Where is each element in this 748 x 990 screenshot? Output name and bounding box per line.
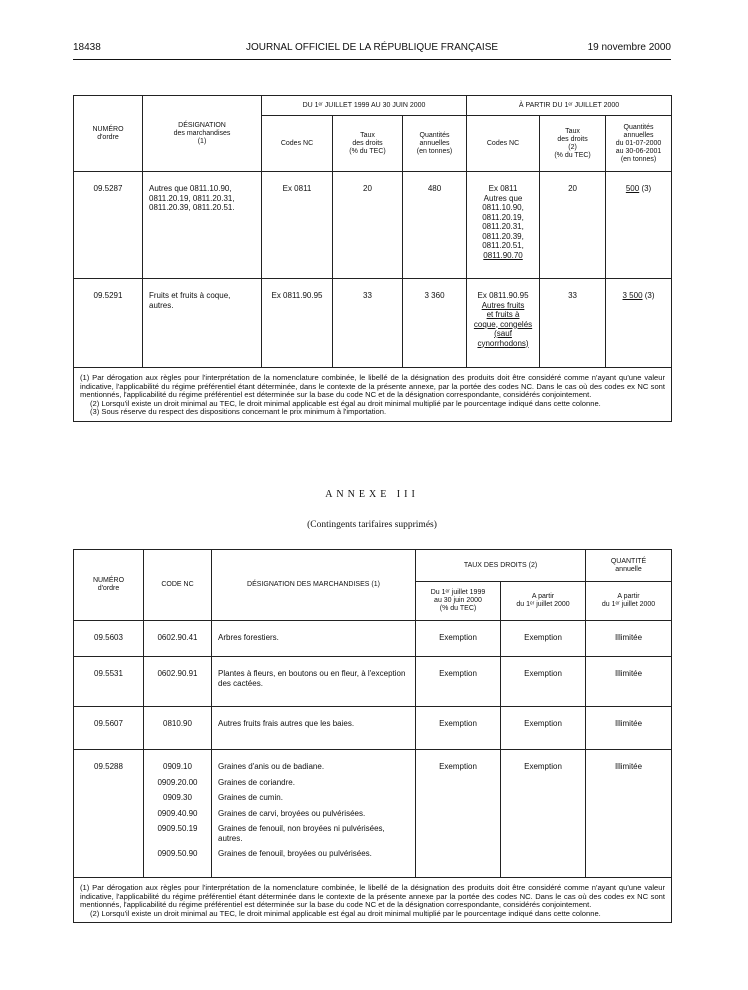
cell-designation: Autres que 0811.10.90, 0811.20.19, 0811.20.31, 0811.20.39, 0811.20.51.: [143, 172, 262, 279]
col-header-period-from-2000: À PARTIR DU 1ᵉʳ JUILLET 2000: [467, 96, 672, 116]
page-header: [73, 42, 671, 56]
cell-quantite: Illimitée: [586, 621, 672, 657]
col-header-taux: TAUX DES DROITS (2): [416, 550, 586, 582]
cell-taux: 20: [333, 172, 403, 279]
col-header-quantite: QUANTITÉ annuelle: [586, 550, 672, 582]
cell-taux: Exemption: [416, 621, 501, 657]
col-header-quantites: Quantités annuelles du 01-07-2000 au 30-06-2001 (en tonnes): [606, 116, 672, 172]
cell-designation: Fruits et fruits à coque, autres.: [143, 279, 262, 368]
designation-item: Graines de fenouil, broyées ou pulvérisées.: [218, 849, 372, 858]
cell-taux: 33: [540, 279, 606, 368]
col-header-designation: DÉSIGNATION DES MARCHANDISES (1): [212, 550, 416, 621]
col-header-quantite-period: A partir du 1ᵉʳ juillet 2000: [586, 582, 672, 621]
header-rule: [73, 59, 671, 60]
footnote: (3) Sous réserve du respect des dispositions concernant le prix minimum à l'importation.: [90, 407, 387, 417]
cell-codes-nc: [467, 279, 540, 368]
cell-numero: 09.5531: [74, 657, 144, 707]
codes-nc-amendment: Autres fruits et fruits à coque, congelés (sauf cynorrhodons): [473, 300, 533, 348]
codes-nc-amendment: 0811.90.70: [483, 250, 523, 260]
cell-designation: [212, 750, 416, 878]
cell-code-nc: [144, 750, 212, 878]
cell-taux: Exemption: [416, 657, 501, 707]
cell-quantite: [606, 172, 672, 279]
col-header-designation: DÉSIGNATION des marchandises (1): [143, 96, 262, 172]
table-row: [74, 750, 672, 878]
code-nc-item: 0909.20.00: [157, 777, 198, 787]
cell-designation: Autres fruits frais autres que les baies.: [212, 707, 416, 750]
table-row: [74, 172, 672, 279]
col-header-numero: NUMÉRO d'ordre: [74, 550, 144, 621]
cell-taux: 33: [333, 279, 403, 368]
quota-table: [73, 95, 672, 422]
cell-taux: Exemption: [501, 657, 586, 707]
col-header-codes-nc: Codes NC: [262, 116, 333, 172]
codes-nc-text: Ex 0811 Autres que 0811.10.90, 0811.20.19, 0811.20.31, 0811.20.39, 0811.20.51,: [482, 184, 524, 250]
col-header-period-1999-2000: DU 1ᵉʳ JUILLET 1999 AU 30 JUIN 2000: [262, 96, 467, 116]
designation-item: Graines d'anis ou de badiane.: [218, 762, 325, 771]
code-nc-item: 0909.10: [163, 762, 192, 771]
annex-title: ANNEXE III: [325, 489, 419, 500]
cell-taux: Exemption: [416, 750, 501, 878]
cell-quantite: 3 360: [403, 279, 467, 368]
col-header-taux-period-2: A partir du 1ᵉʳ juillet 2000: [501, 582, 586, 621]
table-row: [74, 279, 672, 368]
cell-designation: Plantes à fleurs, en boutons ou en fleur, à l'exception des cactées.: [212, 657, 416, 707]
col-header-taux: Taux des droits (2) (% du TEC): [540, 116, 606, 172]
cell-taux: Exemption: [501, 750, 586, 878]
cell-quantite: Illimitée: [586, 750, 672, 878]
cell-quantite: [606, 279, 672, 368]
page-number: 18438: [73, 42, 101, 53]
col-header-code-nc: CODE NC: [144, 550, 212, 621]
cell-numero: 09.5603: [74, 621, 144, 657]
col-header-taux-period-1: Du 1ᵉʳ juillet 1999 au 30 juin 2000 (% du TEC): [416, 582, 501, 621]
footnote-ref: (3): [641, 184, 652, 193]
code-nc-item: 0909.30: [163, 793, 192, 802]
designation-item: Graines de coriandre.: [218, 777, 295, 787]
suppressed-quota-table: [73, 549, 672, 923]
cell-taux: Exemption: [501, 707, 586, 750]
table-row: [74, 657, 672, 707]
code-nc-item: 0909.50.90: [157, 849, 198, 858]
designation-item: Graines de carvi, broyées ou pulvérisées.: [218, 808, 366, 818]
quantite-value: 3 500: [622, 291, 643, 300]
col-header-taux: Taux des droits (% du TEC): [333, 116, 403, 172]
cell-numero: 09.5291: [74, 279, 143, 368]
cell-numero: 09.5288: [74, 750, 144, 878]
cell-quantite: Illimitée: [586, 657, 672, 707]
cell-code-nc: 0602.90.91: [144, 657, 212, 707]
cell-numero: 09.5287: [74, 172, 143, 279]
cell-codes-nc: Ex 0811: [262, 172, 333, 279]
footnote: (1) Par dérogation aux règles pour l'interprétation de la nomenclature combinée, le libellé de la désignation des produits doit être considéré comme n'ayant qu'une valeur indicative, l'applicabilité du régime préférentiel étant déterminée, dans le contexte de la présente annexe, par la portée des codes NC. Dans le cas où des codes ex NC sont mentionnés, l'applicabilité du régime préférentiel est déterminée sur la base du code NC et de la désignation correspondante, considérés conjointement.: [80, 373, 666, 400]
annex-subtitle: (Contingents tarifaires supprimés): [307, 520, 437, 530]
publication-date: 19 novembre 2000: [587, 42, 671, 53]
codes-nc-text: Ex 0811.90.95: [477, 291, 529, 300]
footnote: (2) Lorsqu'il existe un droit minimal au TEC, le droit minimal applicable est égal au droit minimal multiplié par le pourcentage indiqué dans cette colonne.: [90, 908, 601, 918]
designation-item: Graines de cumin.: [218, 793, 283, 802]
col-header-quantites: Quantités annuelles (en tonnes): [403, 116, 467, 172]
cell-codes-nc: Ex 0811.90.95: [262, 279, 333, 368]
cell-numero: 09.5607: [74, 707, 144, 750]
footnote: (2) Lorsqu'il existe un droit minimal au TEC, le droit minimal applicable est égal au droit minimal multiplié par le pourcentage indiqué dans cette colonne.: [90, 398, 601, 408]
journal-title: JOURNAL OFFICIEL DE LA RÉPUBLIQUE FRANÇAISE: [245, 42, 499, 53]
cell-quantite: 480: [403, 172, 467, 279]
footnote: (1) Par dérogation aux règles pour l'interprétation de la nomenclature combinée, le libellé de la désignation des produits doit être considéré comme n'ayant qu'une valeur indicative, l'applicabilité du régime préférentiel étant déterminée dans le contexte de la présente annexe par la portée des codes NC. Dans le cas où des codes ex NC sont mentionnés, l'applicabilité du régime préférentiel est déterminée sur la base du code NC et de la désignation correspondante, considérés conjointement.: [80, 883, 666, 910]
cell-designation: Arbres forestiers.: [212, 621, 416, 657]
code-nc-item: 0909.40.90: [157, 808, 198, 818]
cell-taux: Exemption: [501, 621, 586, 657]
code-nc-item: 0909.50.19: [157, 824, 198, 833]
footnotes: [74, 878, 672, 923]
designation-item: Graines de fenouil, non broyées ni pulvérisées, autres.: [218, 824, 385, 843]
footnotes: [74, 368, 672, 422]
footnote-ref: (3): [644, 291, 655, 300]
col-header-numero: NUMÉRO d'ordre: [74, 96, 143, 172]
table-row: [74, 707, 672, 750]
cell-code-nc: 0602.90.41: [144, 621, 212, 657]
col-header-codes-nc: Codes NC: [467, 116, 540, 172]
quantite-value: 500: [625, 184, 640, 193]
cell-codes-nc: [467, 172, 540, 279]
cell-code-nc: 0810.90: [144, 707, 212, 750]
table-row: [74, 621, 672, 657]
cell-quantite: Illimitée: [586, 707, 672, 750]
cell-taux: Exemption: [416, 707, 501, 750]
cell-taux: 20: [540, 172, 606, 279]
